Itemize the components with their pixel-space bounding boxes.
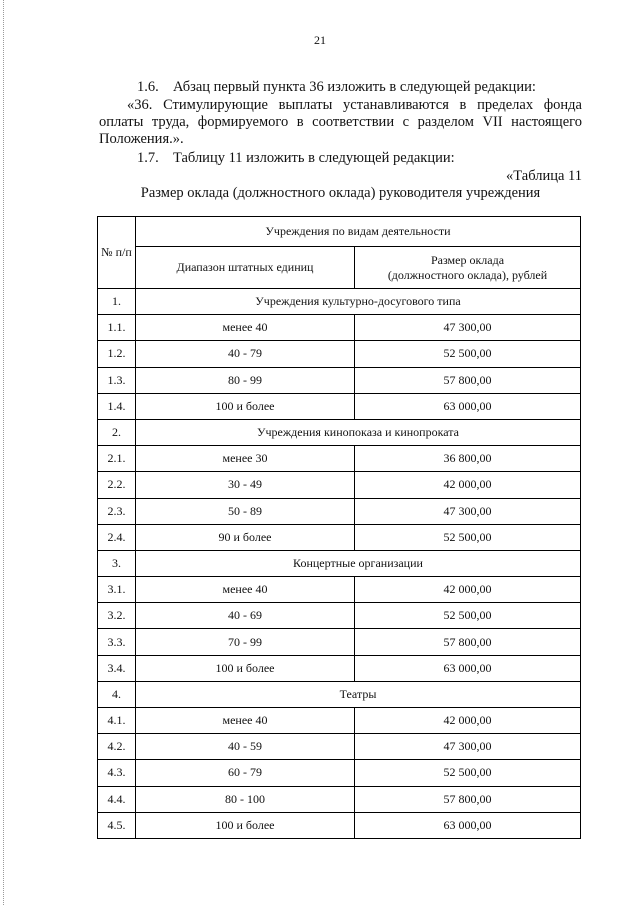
row-number: 2.3.	[98, 498, 136, 524]
page-edge-line	[3, 0, 5, 905]
table-title: Размер оклада (должностного оклада) руководителя учреждения	[140, 185, 541, 201]
row-number: 4.5.	[98, 812, 136, 838]
row-salary: 57 800,00	[355, 786, 581, 812]
row-staff-range: 80 - 100	[136, 786, 355, 812]
item-1-7	[99, 150, 620, 167]
section-title: Учреждения культурно-досугового типа	[136, 289, 581, 315]
section-row	[98, 419, 581, 445]
salary-table	[97, 216, 581, 839]
header-range: Диапазон штатных единиц	[136, 247, 355, 289]
table-row	[98, 341, 581, 367]
row-number: 3.4.	[98, 655, 136, 681]
row-number: 1.3.	[98, 367, 136, 393]
header-row-1	[98, 217, 581, 247]
row-salary: 42 000,00	[355, 472, 581, 498]
row-number: 1.4.	[98, 393, 136, 419]
header-group: Учреждения по видам деятельности	[136, 217, 581, 247]
row-staff-range: менее 40	[136, 315, 355, 341]
row-number: 4.4.	[98, 786, 136, 812]
row-salary: 47 300,00	[355, 315, 581, 341]
table-row	[98, 603, 581, 629]
table-row	[98, 786, 581, 812]
table-row	[98, 708, 581, 734]
salary-table-body	[98, 217, 581, 839]
section-row	[98, 550, 581, 576]
row-salary: 63 000,00	[355, 812, 581, 838]
row-staff-range: 40 - 69	[136, 603, 355, 629]
table-row	[98, 446, 581, 472]
section-title: Театры	[136, 681, 581, 707]
row-salary: 63 000,00	[355, 393, 581, 419]
row-number: 1.1.	[98, 315, 136, 341]
row-salary: 63 000,00	[355, 655, 581, 681]
row-salary: 47 300,00	[355, 734, 581, 760]
row-staff-range: 100 и более	[136, 393, 355, 419]
header-number: № п/п	[98, 217, 136, 289]
row-number: 3.1.	[98, 577, 136, 603]
row-staff-range: 100 и более	[136, 655, 355, 681]
item-1-7-text: Таблицу 11 изложить в следующей редакции:	[173, 150, 455, 166]
section-number: 2.	[98, 419, 136, 445]
row-staff-range: менее 30	[136, 446, 355, 472]
row-salary: 47 300,00	[355, 498, 581, 524]
row-salary: 57 800,00	[355, 367, 581, 393]
section-number: 1.	[98, 289, 136, 315]
row-number: 4.3.	[98, 760, 136, 786]
row-number: 4.2.	[98, 734, 136, 760]
row-salary: 52 500,00	[355, 341, 581, 367]
table-row	[98, 629, 581, 655]
row-number: 4.1.	[98, 708, 136, 734]
section-row	[98, 681, 581, 707]
row-number: 3.3.	[98, 629, 136, 655]
row-salary: 52 500,00	[355, 603, 581, 629]
header-salary-line-2: (должностного оклада), рублей	[387, 267, 548, 282]
table-row	[98, 734, 581, 760]
table-row	[98, 812, 581, 838]
row-staff-range: менее 40	[136, 708, 355, 734]
row-staff-range: 50 - 89	[136, 498, 355, 524]
row-number: 1.2.	[98, 341, 136, 367]
table-row	[98, 472, 581, 498]
header-row-2	[98, 247, 581, 289]
row-staff-range: 60 - 79	[136, 760, 355, 786]
quote-line-3: Положения.».	[99, 131, 184, 147]
row-number: 2.4.	[98, 524, 136, 550]
item-1-6-number: 1.6.	[137, 79, 159, 95]
header-salary-line-1: Размер оклада	[430, 252, 505, 267]
row-number: 2.1.	[98, 446, 136, 472]
item-1-6	[99, 79, 620, 96]
row-staff-range: 40 - 79	[136, 341, 355, 367]
row-number: 2.2.	[98, 472, 136, 498]
row-staff-range: менее 40	[136, 577, 355, 603]
table-row	[98, 760, 581, 786]
row-salary: 52 500,00	[355, 760, 581, 786]
section-title: Учреждения кинопоказа и кинопроката	[136, 419, 581, 445]
row-staff-range: 100 и более	[136, 812, 355, 838]
row-number: 3.2.	[98, 603, 136, 629]
page-number: 21	[314, 33, 326, 47]
table-label: «Таблица 11	[506, 168, 582, 184]
item-1-6-text: Абзац первый пункта 36 изложить в следующей редакции:	[173, 79, 536, 95]
row-staff-range: 70 - 99	[136, 629, 355, 655]
table-row	[98, 393, 581, 419]
table-row	[98, 498, 581, 524]
row-staff-range: 80 - 99	[136, 367, 355, 393]
row-salary: 52 500,00	[355, 524, 581, 550]
table-row	[98, 315, 581, 341]
quote-line-2: оплаты труда, формируемого в соответствии с разделом VII настоящего	[99, 114, 582, 130]
table-row	[98, 577, 581, 603]
table-row	[98, 367, 581, 393]
section-title: Концертные организации	[136, 550, 581, 576]
row-staff-range: 30 - 49	[136, 472, 355, 498]
row-staff-range: 40 - 59	[136, 734, 355, 760]
row-salary: 57 800,00	[355, 629, 581, 655]
row-salary: 36 800,00	[355, 446, 581, 472]
row-salary: 42 000,00	[355, 577, 581, 603]
row-staff-range: 90 и более	[136, 524, 355, 550]
section-row	[98, 289, 581, 315]
header-salary	[355, 247, 581, 289]
quoted-paragraph-36	[99, 97, 582, 148]
section-number: 3.	[98, 550, 136, 576]
table-row	[98, 524, 581, 550]
quote-line-1: «36. Стимулирующие выплаты устанавливаются в пределах фонда	[127, 97, 582, 113]
row-salary: 42 000,00	[355, 708, 581, 734]
item-1-7-number: 1.7.	[137, 150, 159, 166]
section-number: 4.	[98, 681, 136, 707]
table-row	[98, 655, 581, 681]
